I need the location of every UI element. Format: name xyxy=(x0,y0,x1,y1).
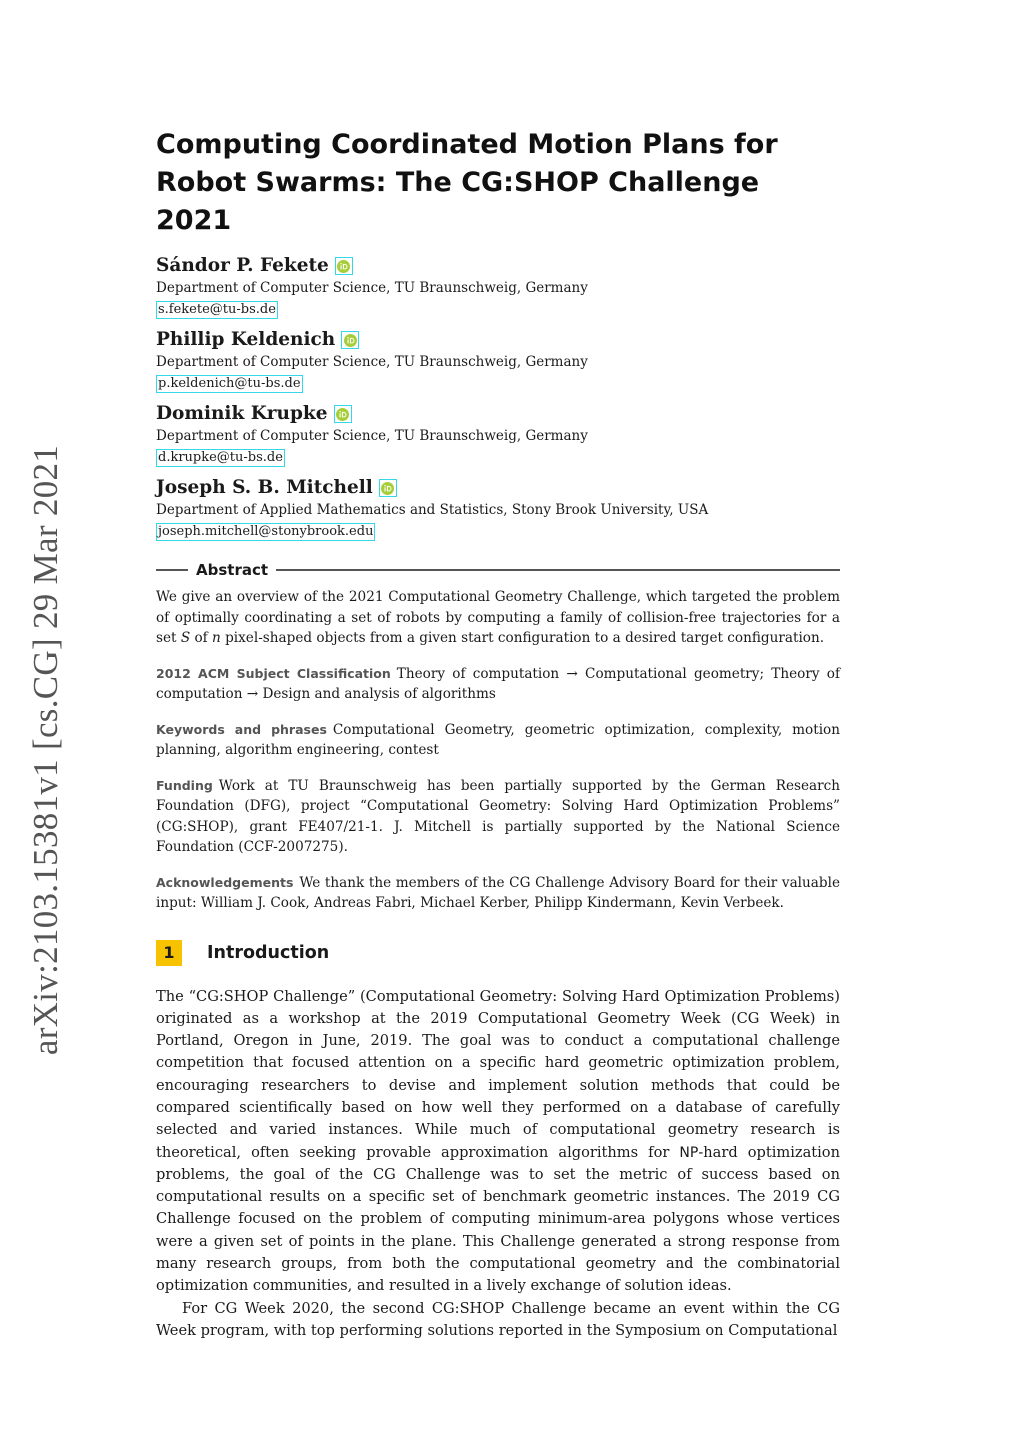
intro-paragraph-1 xyxy=(156,986,840,1298)
arxiv-watermark xyxy=(22,445,70,1055)
author-block xyxy=(156,254,840,319)
orcid-link[interactable] xyxy=(335,257,353,275)
paper-title xyxy=(156,126,840,240)
title-line-2: Robot Swarms: The CG:SHOP Challenge 2021 xyxy=(156,167,760,236)
intro-text-part: -hard optimization problems, the goal of the CG Challenge was to set the metric of success based on computational results on a specific set of benchmark geometric instances. The 2019 CG Challenge focused on the problem of computing minimum-area polygons whose vertices were a given set of points in the plane. This Challenge generated a strong response from many research groups, from both the computational geometry and the combinatorial optimization communities, and resulted in a lively exchange of solution ideas. xyxy=(156,1143,840,1295)
orcid-icon xyxy=(337,260,350,273)
orcid-icon xyxy=(336,408,349,421)
author-block xyxy=(156,328,840,393)
title-line-1: Computing Coordinated Motion Plans for xyxy=(156,129,778,160)
author-name: Joseph S. B. Mitchell xyxy=(156,477,373,498)
abstract-text-part: of xyxy=(190,630,212,646)
acknowledgements-text: We thank the members of the CG Challenge Advisory Board for their valuable input: William J. Cook, Andreas Fabri, Michael Kerber, Philipp Kindermann, Kevin Verbeek. xyxy=(156,874,840,911)
author-email-link[interactable]: joseph.mitchell@stonybrook.edu xyxy=(158,524,374,539)
keywords-label: Keywords and phrases xyxy=(156,721,327,737)
author-email-link[interactable]: s.fekete@tu-bs.de xyxy=(158,302,276,317)
abstract-heading: Abstract xyxy=(196,561,269,579)
author-block xyxy=(156,476,840,541)
author-affiliation: Department of Computer Science, TU Braunschweig, Germany xyxy=(156,354,588,370)
section-title: Introduction xyxy=(207,942,330,963)
author-name: Sándor P. Fekete xyxy=(156,255,329,276)
acm-text: Theory of computation → Computational geometry; Theory of computation → Design and analysis of algorithms xyxy=(156,665,840,702)
author-name: Phillip Keldenich xyxy=(156,329,336,350)
abstract-text xyxy=(156,587,840,649)
acm-label: 2012 ACM Subject Classification xyxy=(156,665,391,681)
author-email-link[interactable]: p.keldenich@tu-bs.de xyxy=(158,376,301,391)
abstract-heading-rule xyxy=(156,561,840,579)
orcid-link[interactable] xyxy=(341,331,359,349)
funding xyxy=(156,776,840,858)
arxiv-id: arXiv:2103.15381v1 [cs.CG] 29 Mar 2021 xyxy=(26,444,65,1056)
funding-label: Funding xyxy=(156,777,213,793)
author-affiliation: Department of Computer Science, TU Braunschweig, Germany xyxy=(156,428,588,444)
author-email-link[interactable]: d.krupke@tu-bs.de xyxy=(158,450,283,465)
keywords xyxy=(156,720,840,761)
author-affiliation: Department of Applied Mathematics and Statistics, Stony Brook University, USA xyxy=(156,502,709,518)
np-complexity-class: NP xyxy=(679,1144,699,1161)
divider xyxy=(276,569,840,571)
section-number: 1 xyxy=(156,940,182,966)
author-affiliation: Department of Computer Science, TU Braunschweig, Germany xyxy=(156,280,588,296)
intro-text-part: The “CG:SHOP Challenge” (Computational Geometry: Solving Hard Optimization Problems) originated as a workshop at the 2019 Computational Geometry Week (CG Week) in Portland, Oregon in June, 2019. The goal was to conduct a computational challenge competition that focused attention on a specific hard geometric optimization problem, encouraging researchers to devise and implement solution methods that could be compared scientifically based on how well they performed on a database of carefully selected and varied instances. While much of computational geometry research is theoretical, often seeking provable approximation algorithms for xyxy=(156,987,840,1161)
acm-classification xyxy=(156,664,840,705)
keywords-text: Computational Geometry, geometric optimization, complexity, motion planning, algorithm engineering, contest xyxy=(156,721,840,758)
math-var-n: n xyxy=(212,630,221,646)
math-var-s: S xyxy=(180,630,191,646)
abstract-text-part: pixel-shaped objects from a given start configuration to a desired target configuration. xyxy=(220,630,825,646)
orcid-link[interactable] xyxy=(334,405,352,423)
orcid-link[interactable] xyxy=(379,479,397,497)
orcid-icon xyxy=(344,334,357,347)
section-heading xyxy=(156,940,840,966)
funding-text: Work at TU Braunschweig has been partially supported by the German Research Foundation (DFG), project “Computational Geometry: Solving Hard Optimization Problems” (CG:SHOP), grant FE407/21-1. J. Mitchell is partially supported by the National Science Foundation (CCF-2007275). xyxy=(156,777,840,855)
abstract-text-part: We give an overview of the 2021 Computational Geometry Challenge, which targeted the problem of optimally coordinating a set of robots by computing a family of collision-free trajectories for a set xyxy=(156,589,840,646)
intro-paragraph-2: For CG Week 2020, the second CG:SHOP Challenge became an event within the CG Week program, with top performing solutions reported in the Symposium on Computational xyxy=(156,1299,840,1339)
author-name: Dominik Krupke xyxy=(156,403,328,424)
acknowledgements-label: Acknowledgements xyxy=(156,874,294,890)
orcid-icon xyxy=(381,482,394,495)
paper-page xyxy=(156,126,840,1342)
author-block xyxy=(156,402,840,467)
divider xyxy=(156,569,188,571)
acknowledgements xyxy=(156,873,840,914)
